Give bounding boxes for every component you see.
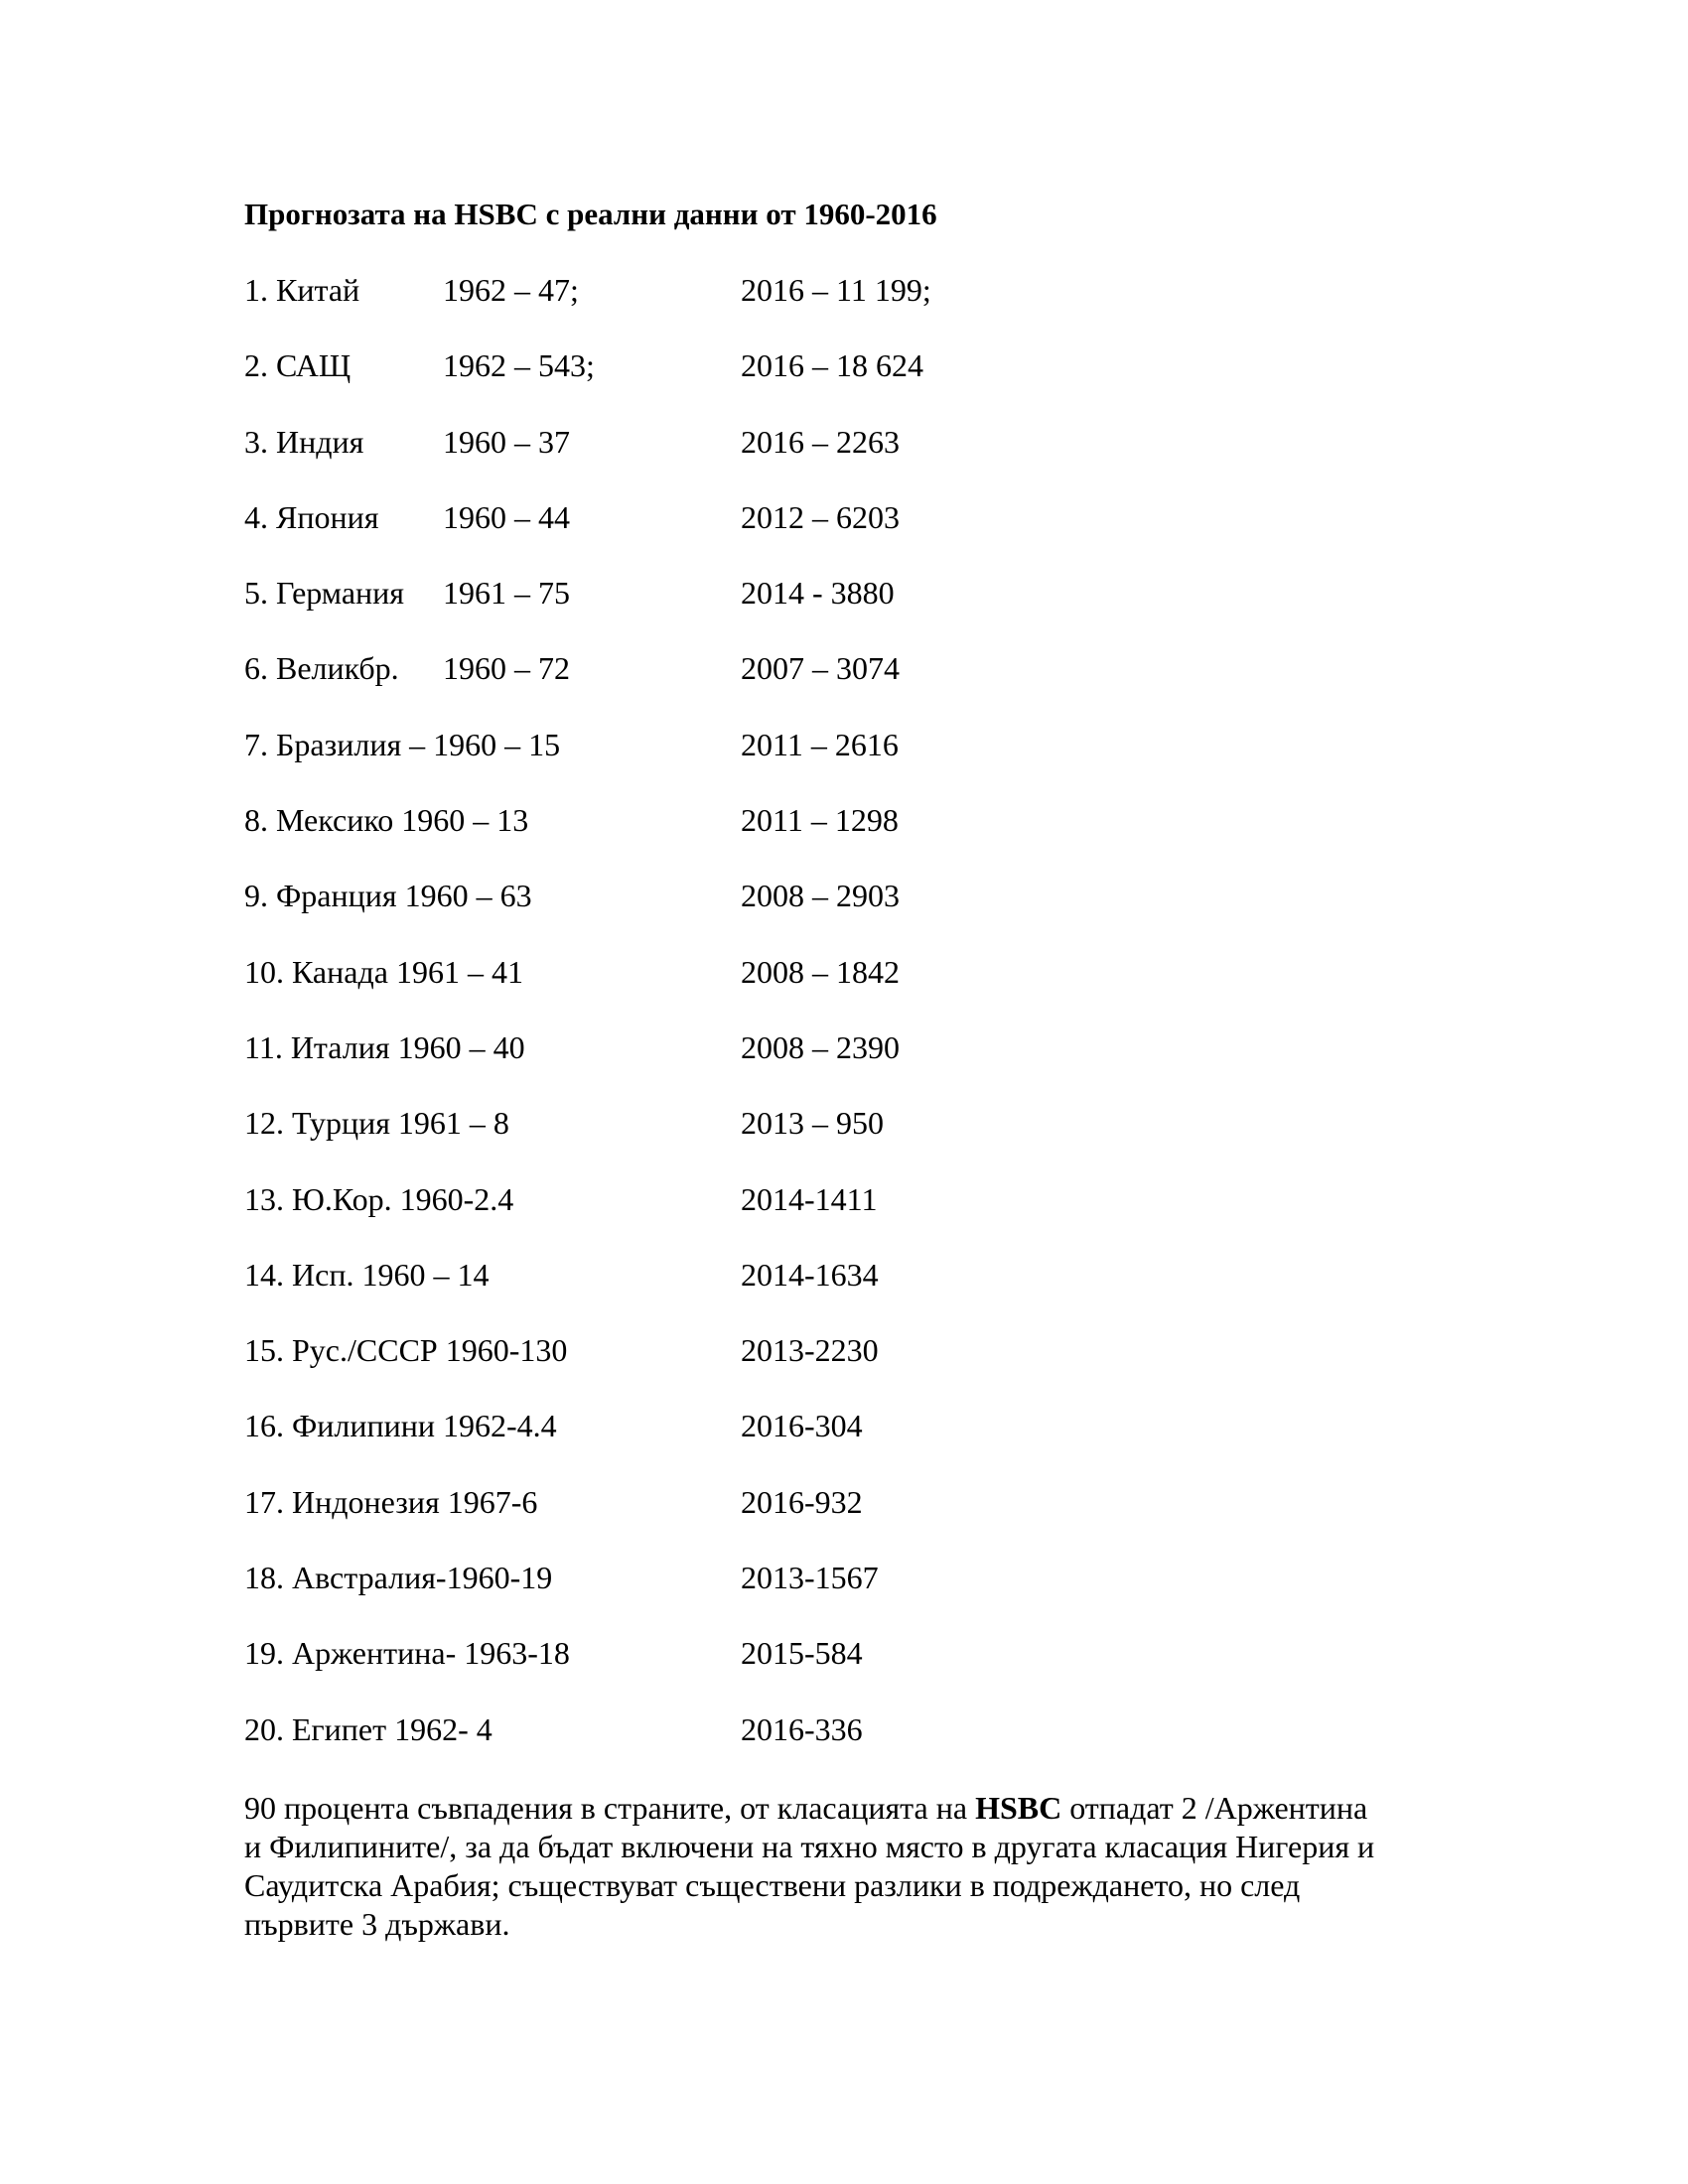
country-name: 1. Китай	[244, 272, 360, 308]
country-name: 4. Япония	[244, 498, 379, 535]
country-name: 17. Индонезия 1967-6	[244, 1483, 538, 1520]
list-item	[244, 573, 1485, 648]
list-item	[244, 800, 1485, 876]
country-name: 8. Мексико 1960 – 13	[244, 802, 529, 839]
paragraph-text: 90 процента съвпадения в страните, от класацията на	[244, 1790, 976, 1826]
country-name: 11. Италия 1960 – 40	[244, 1028, 525, 1065]
last-value: 2008 – 2903	[741, 878, 900, 914]
country-name: 15. Рус./СССР 1960-130	[244, 1332, 568, 1369]
paragraph-line-1	[244, 1789, 1476, 1828]
last-value: 2016 – 2263	[741, 423, 900, 460]
list-item	[244, 725, 1485, 800]
country-name: 6. Великбр.	[244, 650, 399, 687]
last-value: 2013-2230	[741, 1332, 879, 1369]
country-name: 14. Исп. 1960 – 14	[244, 1256, 490, 1293]
last-value: 2016 – 18 624	[741, 347, 923, 384]
last-value: 2013 – 950	[741, 1105, 884, 1142]
last-value: 2014-1634	[741, 1256, 879, 1293]
last-value: 2014-1411	[741, 1180, 878, 1217]
first-value: 1960 – 72	[443, 650, 570, 687]
last-value: 2007 – 3074	[741, 650, 900, 687]
first-value: 1960 – 44	[443, 498, 570, 535]
last-value: 2015-584	[741, 1635, 863, 1672]
paragraph-line-2: и Филипините/, за да бъдат включени на тяхно място в другата класация Нигерия и	[244, 1829, 1375, 1864]
list-item	[244, 1633, 1485, 1708]
list-item	[244, 1103, 1485, 1178]
last-value: 2008 – 2390	[741, 1028, 900, 1065]
first-value: 1962 – 543;	[443, 347, 595, 384]
last-value: 2011 – 2616	[741, 726, 899, 762]
country-name: 16. Филипини 1962-4.4	[244, 1408, 557, 1444]
list-item	[244, 876, 1485, 951]
paragraph-text: отпадат 2 /Аржентина	[1061, 1790, 1368, 1826]
last-value: 2016-336	[741, 1710, 863, 1747]
list-item	[244, 345, 1485, 421]
paragraph-line-3: Саудитска Арабия; съществуват съществени разлики в подреждането, но след	[244, 1867, 1301, 1903]
first-value: 1962 – 47;	[443, 272, 579, 308]
country-name: 2. САЩ	[244, 347, 352, 384]
list-item	[244, 952, 1485, 1027]
last-value: 2016 – 11 199;	[741, 272, 931, 308]
paragraph-line-4: първите 3 държави.	[244, 1906, 510, 1942]
list-item	[244, 1406, 1485, 1481]
country-name: 9. Франция 1960 – 63	[244, 878, 532, 914]
list-item	[244, 648, 1485, 724]
first-value: 1960 – 37	[443, 423, 570, 460]
list-item	[244, 1709, 1485, 1785]
list-item	[244, 422, 1485, 497]
last-value: 2014 - 3880	[741, 575, 895, 612]
last-value: 2012 – 6203	[741, 498, 900, 535]
list-item	[244, 1255, 1485, 1330]
last-value: 2013-1567	[741, 1560, 879, 1596]
first-value: 1961 – 75	[443, 575, 570, 612]
country-name: 3. Индия	[244, 423, 364, 460]
document-title: Прогнозата на HSBC с реални данни от 1960-2016	[244, 197, 937, 231]
last-value: 2016-932	[741, 1483, 863, 1520]
last-value: 2011 – 1298	[741, 802, 899, 839]
country-name: 10. Канада 1961 – 41	[244, 953, 523, 990]
country-name: 19. Аржентина- 1963-18	[244, 1635, 570, 1672]
country-list	[244, 270, 1485, 1785]
country-name: 7. Бразилия – 1960 – 15	[244, 726, 561, 762]
list-item	[244, 497, 1485, 573]
list-item	[244, 1027, 1485, 1103]
list-item	[244, 1179, 1485, 1255]
summary-paragraph	[244, 1789, 1476, 1944]
country-name: 12. Турция 1961 – 8	[244, 1105, 509, 1142]
list-item	[244, 270, 1485, 345]
country-name: 18. Австралия-1960-19	[244, 1560, 553, 1596]
paragraph-bold-text: HSBC	[975, 1790, 1062, 1826]
list-item	[244, 1482, 1485, 1558]
last-value: 2016-304	[741, 1408, 863, 1444]
country-name: 13. Ю.Кор. 1960-2.4	[244, 1180, 514, 1217]
country-name: 5. Германия	[244, 575, 404, 612]
last-value: 2008 – 1842	[741, 953, 900, 990]
list-item	[244, 1558, 1485, 1633]
country-name: 20. Египет 1962- 4	[244, 1710, 492, 1747]
list-item	[244, 1330, 1485, 1406]
